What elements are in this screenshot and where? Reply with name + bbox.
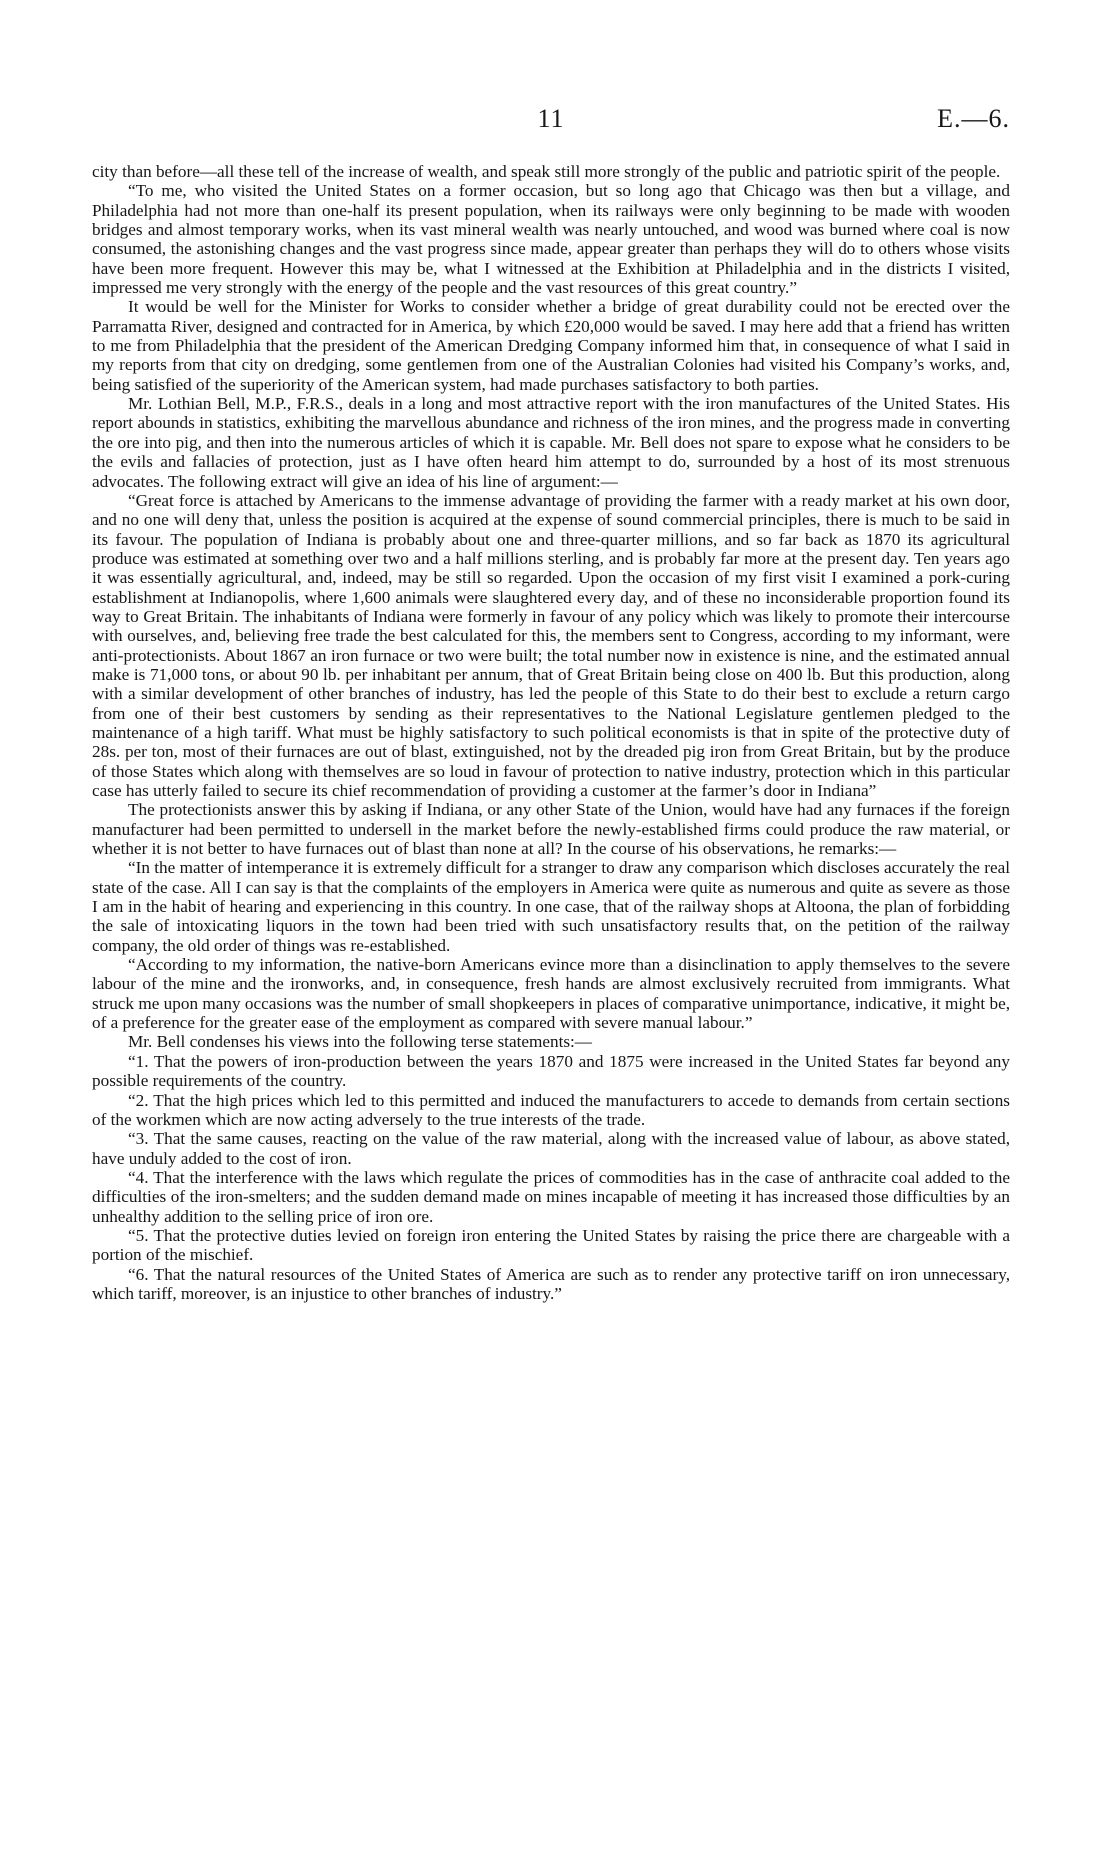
paragraph: “According to my information, the native-born Americans evince more than a disinclination to apply themselves to the severe labour of the mine and the ironworks, and, in consequence, fresh hands are almost exclusively recruited from immigrants. What struck me upon many occasions was the number of small shopkeepers in places of comparative unimportance, indicative, it might be, of a preference for the greater ease of the employment as compared with severe manual labour.” xyxy=(92,955,1010,1033)
numbered-statement: “2. That the high prices which led to this permitted and induced the manufacturers to accede to demands from certain sections of the workmen which are now acting adversely to the true interests of the trade. xyxy=(92,1090,1010,1129)
numbered-statement: “1. That the powers of iron-production between the years 1870 and 1875 were increased in the United States far beyond any possible requirements of the country. xyxy=(92,1051,1010,1091)
body-text xyxy=(92,162,1010,1303)
paragraph: Mr. Bell condenses his views into the following terse statements:— xyxy=(128,1032,592,1052)
paragraph: “Great force is attached by Americans to the immense advantage of providing the farmer with a ready market at his own door, and no one will deny that, unless the position is acquired at the expense of sound commercial principles, there is much to be said in its favour. The population of Indiana is probably about one and three-quarter millions, and so far back as 1870 its agricultural produce was estimated at something over two and a half millions sterling, and is probably far more at the present day. Ten years ago it was essentially agricultural, and, indeed, may be still so regarded. Upon the occasion of my first visit I examined a pork-curing establishment at Indianopolis, where 1,600 animals were slaughtered every day, and of these no inconsiderable proportion found its way to Great Britain. The inhabitants of Indiana were formerly in favour of any policy which was likely to promote their intercourse with ourselves, and, believing free trade the best calculated for this, the members sent to Congress, according to my informant, were anti-protectionists. About 1867 an iron furnace or two were built; the total number now in existence is nine, and the estimated annual make is 71,000 tons, or about 90 lb. per inhabitant per annum, that of Great Britain being close on 400 lb. But this production, along with a similar development of other branches of industry, has led the people of this State to do their best to exclude a return cargo from one of their best customers by sending as their representatives to the National Legislature gentlemen pledged to the maintenance of a high tariff. What must be highly satisfactory to such political economists is that in spite of the protective duty of 28s. per ton, most of their furnaces are out of blast, extinguished, not by the dreaded pig iron from Great Britain, but by the produce of those States which along with themselves are so loud in favour of protection to native industry, protection which in this particular case has utterly failed to secure its chief recommendation of providing a customer at the farmer’s door in Indiana” xyxy=(92,490,1010,800)
numbered-statement: “3. That the same causes, reacting on the value of the raw material, along with the increased value of labour, as above stated, have unduly added to the cost of iron. xyxy=(92,1129,1010,1168)
paragraph: It would be well for the Minister for Works to consider whether a bridge of great durability could not be erected over the Parramatta River, designed and contracted for in America, by which £20,000 would be saved. I may here add that a friend has written to me from Philadelphia that the president of the American Dredging Company informed him that, in consequence of what I said in my reports from that city on dredging, some gentlemen from one of the Australian Colonies had visited his Company’s works, and, being satisfied of the superiority of the American system, had made purchases satisfactory to both parties. xyxy=(92,297,1010,394)
numbered-statement: “6. That the natural resources of the United States of America are such as to render any protective tariff on iron unnecessary, which tariff, moreover, is an injustice to other branches of industry.” xyxy=(92,1264,1010,1303)
page-reference: E.—6. xyxy=(937,104,1010,133)
paragraph: The protectionists answer this by asking if Indiana, or any other State of the Union, would have had any furnaces if the foreign manufacturer had been permitted to undersell in the market before the newly-established firms could produce the raw material, or whether it is not better to have furnaces out of blast than none at all? In the course of his observations, he remarks:— xyxy=(92,800,1010,859)
numbered-statement: “4. That the interference with the laws which regulate the prices of commodities has in the case of anthracite coal added to the difficulties of the iron-smelters; and the sudden demand made on mines incapable of meeting it has increased those difficulties by an unhealthy addition to the selling price of iron ore. xyxy=(92,1167,1010,1226)
paragraph: “In the matter of intemperance it is extremely difficult for a stranger to draw any comparison which discloses accurately the real state of the case. All I can say is that the complaints of the employers in America were quite as numerous and quite as severe as those I am in the habit of hearing and experiencing in this country. In one case, that of the railway shops at Altoona, the plan of forbidding the sale of intoxicating liquors in the town had been tried with such unsatisfactory results that, on the petition of the railway company, the old order of things was re-established. xyxy=(92,858,1010,955)
paragraph: city than before—all these tell of the increase of wealth, and speak still more strongly of the public and patriotic spirit of the people. xyxy=(92,162,1001,181)
page-header xyxy=(92,104,1010,148)
page-number: 11 xyxy=(537,104,565,133)
document-page xyxy=(92,104,1010,1303)
numbered-statement: “5. That the protective duties levied on foreign iron entering the United States by raising the price there are chargeable with a portion of the mischief. xyxy=(92,1225,1010,1265)
paragraph: “To me, who visited the United States on a former occasion, but so long ago that Chicago was then but a village, and Philadelphia had not more than one-half its present population, when its railways were only beginning to be made with wooden bridges and almost temporary works, when its vast mineral wealth was nearly untouched, and wood was burned where coal is now consumed, the astonishing changes and the vast progress since made, appear greater than perhaps they will do to others whose visits have been more frequent. However this may be, what I witnessed at the Exhibition at Philadelphia and in the districts I visited, impressed me very strongly with the energy of the people and the vast resources of this great country.” xyxy=(92,181,1010,298)
paragraph: Mr. Lothian Bell, M.P., F.R.S., deals in a long and most attractive report with the iron manufactures of the United States. His report abounds in statistics, exhibiting the marvellous abundance and richness of the iron mines, and the progress made in converting the ore into pig, and then into the numerous articles of which it is capable. Mr. Bell does not spare to expose what he considers to be the evils and fallacies of protection, just as I have often heard him attempt to do, surrounded by a host of its most strenuous advocates. The following extract will give an idea of his line of argument:— xyxy=(92,394,1010,491)
